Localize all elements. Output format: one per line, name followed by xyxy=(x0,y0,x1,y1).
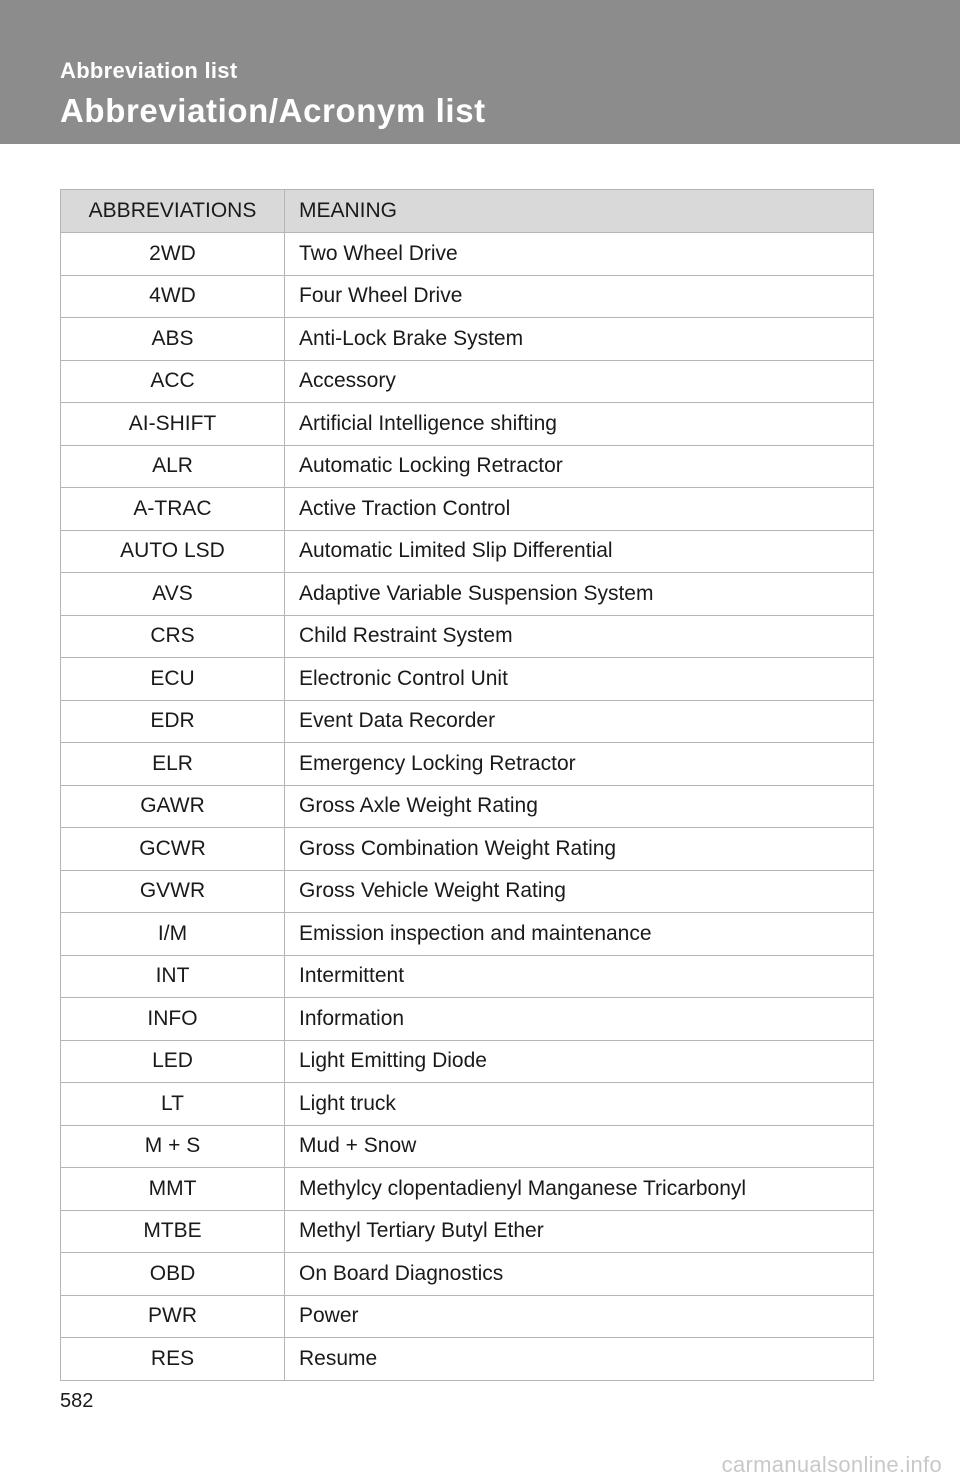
table-row xyxy=(61,1168,874,1211)
table-row xyxy=(61,615,874,658)
meaning-cell: Resume xyxy=(285,1338,874,1381)
abbreviation-cell: 2WD xyxy=(61,233,285,276)
table-row xyxy=(61,1338,874,1381)
table-row xyxy=(61,1210,874,1253)
meaning-cell: Gross Axle Weight Rating xyxy=(285,785,874,828)
table-row xyxy=(61,530,874,573)
meaning-cell: Anti-Lock Brake System xyxy=(285,318,874,361)
table-row xyxy=(61,403,874,446)
abbreviation-cell: LED xyxy=(61,1040,285,1083)
table-row xyxy=(61,658,874,701)
abbreviation-cell: OBD xyxy=(61,1253,285,1296)
page-title: Abbreviation/Acronym list xyxy=(60,92,486,129)
meaning-cell: Emergency Locking Retractor xyxy=(285,743,874,786)
abbreviation-cell: INT xyxy=(61,955,285,998)
abbreviation-cell: MMT xyxy=(61,1168,285,1211)
abbreviation-cell: ALR xyxy=(61,445,285,488)
meaning-cell: Information xyxy=(285,998,874,1041)
meaning-cell: Gross Combination Weight Rating xyxy=(285,828,874,871)
abbreviation-cell: GAWR xyxy=(61,785,285,828)
table-row xyxy=(61,1040,874,1083)
meaning-cell: Mud + Snow xyxy=(285,1125,874,1168)
abbreviation-cell: GVWR xyxy=(61,870,285,913)
table-row xyxy=(61,573,874,616)
abbreviation-cell: ABS xyxy=(61,318,285,361)
table-row xyxy=(61,913,874,956)
meaning-cell: Four Wheel Drive xyxy=(285,275,874,318)
table-row xyxy=(61,1125,874,1168)
abbreviation-cell: A-TRAC xyxy=(61,488,285,531)
column-header-abbreviations: ABBREVIATIONS xyxy=(61,190,285,233)
meaning-cell: Two Wheel Drive xyxy=(285,233,874,276)
abbreviation-cell: AI-SHIFT xyxy=(61,403,285,446)
meaning-cell: Electronic Control Unit xyxy=(285,658,874,701)
table-row xyxy=(61,828,874,871)
abbreviation-cell: INFO xyxy=(61,998,285,1041)
page-number: 582 xyxy=(60,1390,94,1412)
watermark: carmanualsonline.info xyxy=(721,1452,942,1477)
meaning-cell: Artificial Intelligence shifting xyxy=(285,403,874,446)
table-row xyxy=(61,1253,874,1296)
meaning-cell: Gross Vehicle Weight Rating xyxy=(285,870,874,913)
table-row xyxy=(61,998,874,1041)
abbreviation-cell: CRS xyxy=(61,615,285,658)
meaning-cell: Emission inspection and maintenance xyxy=(285,913,874,956)
meaning-cell: Child Restraint System xyxy=(285,615,874,658)
meaning-cell: Accessory xyxy=(285,360,874,403)
meaning-cell: Automatic Limited Slip Differential xyxy=(285,530,874,573)
abbreviation-table xyxy=(60,189,874,1381)
table-row xyxy=(61,488,874,531)
abbreviation-cell: AVS xyxy=(61,573,285,616)
meaning-cell: Automatic Locking Retractor xyxy=(285,445,874,488)
meaning-cell: Event Data Recorder xyxy=(285,700,874,743)
meaning-cell: Intermittent xyxy=(285,955,874,998)
header-band xyxy=(0,0,960,144)
table-row xyxy=(61,318,874,361)
table-row xyxy=(61,743,874,786)
abbreviation-cell: MTBE xyxy=(61,1210,285,1253)
meaning-cell: Methylcy clopentadienyl Manganese Tricarbonyl xyxy=(285,1168,874,1211)
meaning-cell: Adaptive Variable Suspension System xyxy=(285,573,874,616)
abbreviation-cell: M + S xyxy=(61,1125,285,1168)
table-header-row xyxy=(61,190,874,233)
meaning-cell: Methyl Tertiary Butyl Ether xyxy=(285,1210,874,1253)
table-row xyxy=(61,1083,874,1126)
table-row xyxy=(61,233,874,276)
table-row xyxy=(61,700,874,743)
abbreviation-cell: I/M xyxy=(61,913,285,956)
meaning-cell: Active Traction Control xyxy=(285,488,874,531)
abbreviation-cell: ECU xyxy=(61,658,285,701)
abbreviation-cell: ELR xyxy=(61,743,285,786)
abbreviation-cell: EDR xyxy=(61,700,285,743)
meaning-cell: On Board Diagnostics xyxy=(285,1253,874,1296)
section-label: Abbreviation list xyxy=(60,58,238,83)
abbreviation-cell: GCWR xyxy=(61,828,285,871)
abbreviation-cell: RES xyxy=(61,1338,285,1381)
table-body xyxy=(61,233,874,1381)
meaning-cell: Power xyxy=(285,1295,874,1338)
abbreviation-cell: AUTO LSD xyxy=(61,530,285,573)
abbreviation-cell: PWR xyxy=(61,1295,285,1338)
table-row xyxy=(61,445,874,488)
abbreviation-cell: 4WD xyxy=(61,275,285,318)
table-row xyxy=(61,275,874,318)
table-row xyxy=(61,870,874,913)
meaning-cell: Light truck xyxy=(285,1083,874,1126)
abbreviation-cell: ACC xyxy=(61,360,285,403)
table-row xyxy=(61,785,874,828)
abbreviation-cell: LT xyxy=(61,1083,285,1126)
column-header-meaning: MEANING xyxy=(285,190,874,233)
table-row xyxy=(61,1295,874,1338)
table-row xyxy=(61,955,874,998)
meaning-cell: Light Emitting Diode xyxy=(285,1040,874,1083)
table-row xyxy=(61,360,874,403)
